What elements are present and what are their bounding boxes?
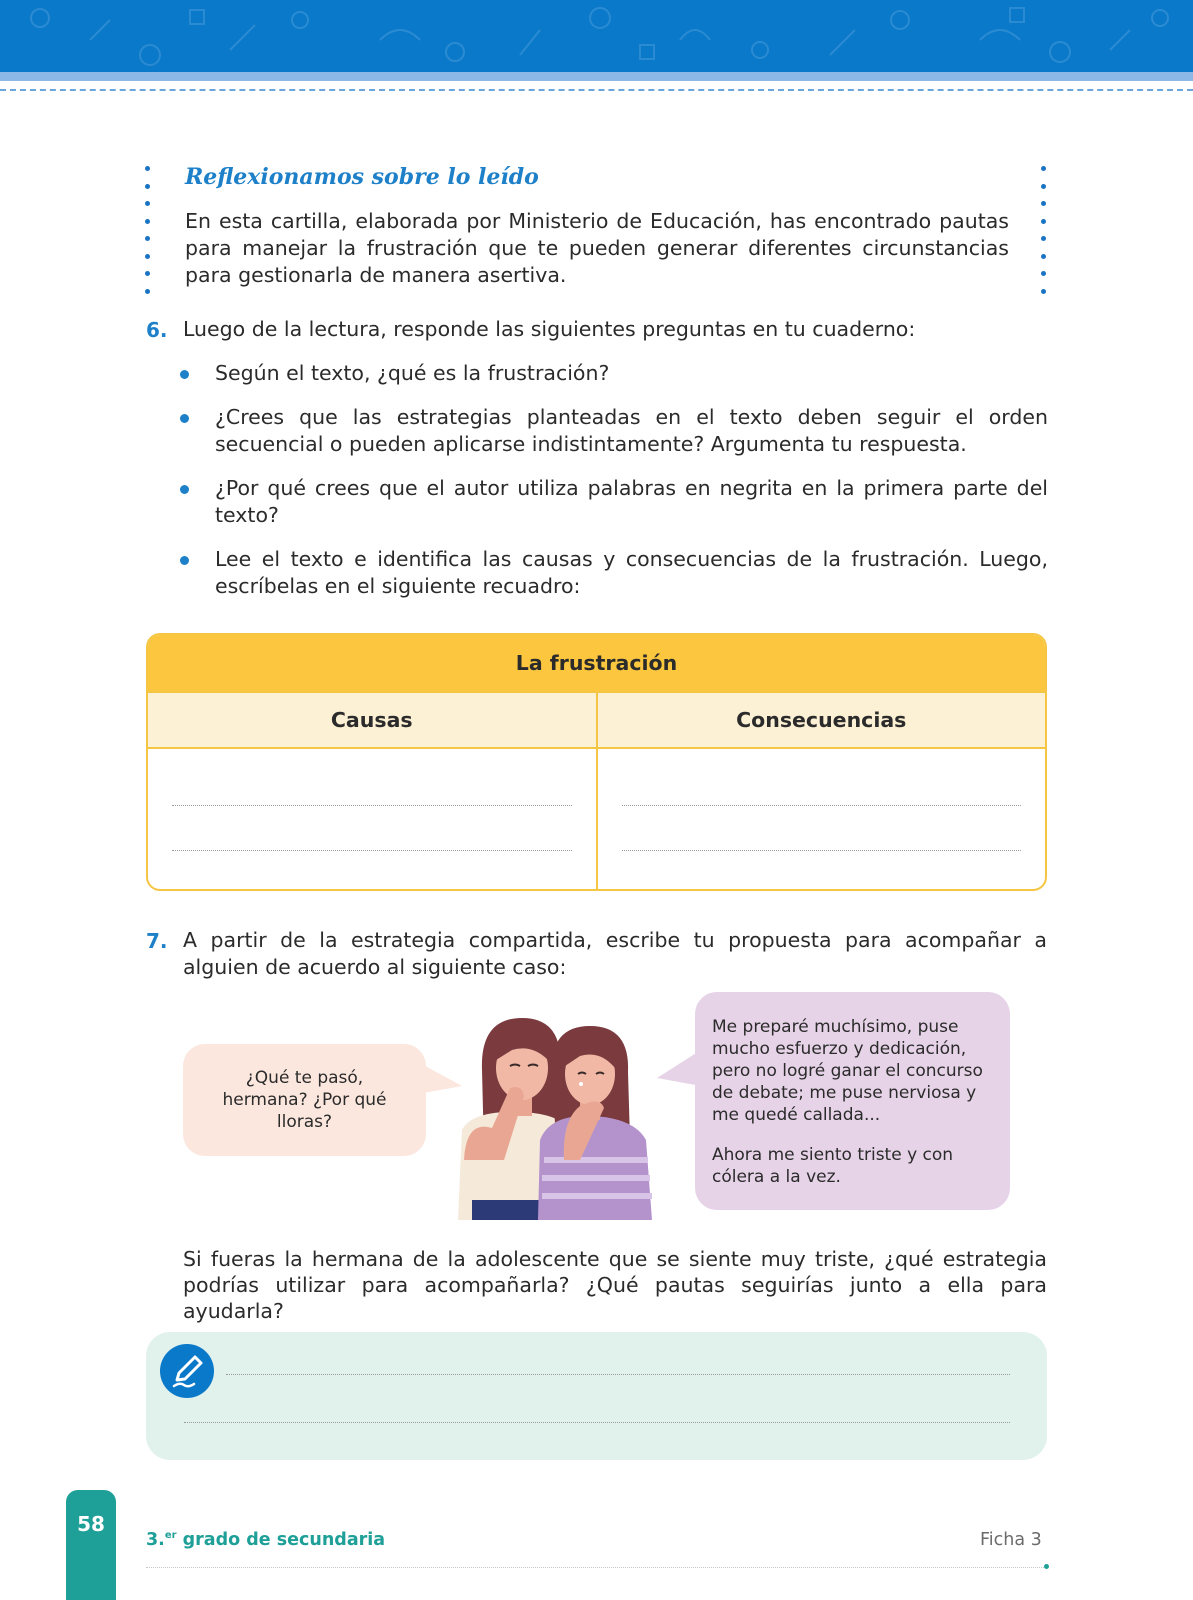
page-number-tab [66,1490,116,1600]
header-strip [0,72,1193,81]
header-dashed-divider [0,89,1193,91]
pencil-icon [160,1344,214,1398]
bubble-paragraph-1: Me preparé muchísimo, puse mucho esfuerzo y dedicación, pero no logré ganar el concurso de debate; me puse nerviosa y me quedé callada... [712,1017,983,1125]
bullet-icon [180,556,189,565]
sisters-illustration [452,1010,672,1220]
doodle-pattern [0,0,1193,72]
footer-grade: 3.$^{er}$ grado de secundaria [146,1530,386,1550]
dotted-border-left [145,166,151,294]
answer-line [184,1422,1010,1423]
answer-line [622,850,1022,851]
consequences-answer-area[interactable] [598,749,1046,891]
list-item: ¿Por qué crees que el autor utiliza palabras en negrita en la primera parte del texto? [178,475,1048,529]
question-7-text: A partir de la estrategia compartida, escribe tu propuesta para acompañar a alguien de acuerdo al siguiente caso: [183,928,1047,979]
table-title: La frustración [148,635,1045,691]
page-number: 58 [77,1512,105,1536]
dotted-border-right [1041,166,1047,294]
column-header-consequences: Consecuencias [736,708,907,732]
causes-answer-area[interactable] [148,749,598,891]
footer-divider [146,1567,1044,1568]
answer-line [226,1374,1010,1375]
answer-line [172,805,572,806]
footer-ficha: Ficha 3 [980,1530,1042,1550]
question-7-number: 7. [146,929,168,953]
list-item: ¿Crees que las estrategias planteadas en el texto deben seguir el orden secuencial o pueden aplicarse indistintamente? Argumenta tu respuesta. [178,404,1048,458]
case-question: Si fueras la hermana de la adolescente que se siente muy triste, ¿qué estrategia podrías utilizar para acompañarla? ¿Qué pautas seguirías junto a ella para ayudarla? [183,1247,1047,1323]
speech-bubble-answer [695,992,1010,1210]
column-header-causes: Causas [148,693,598,747]
reflection-text: En esta cartilla, elaborada por Ministerio de Educación, has encontrado pautas para manejar la frustración que te pueden generar diferentes circunstancias para gestionarla de manera asertiva. [185,209,1009,287]
reflection-box [145,162,1047,296]
answer-box[interactable] [146,1332,1047,1460]
table-header-row [148,691,1045,749]
answer-line [622,805,1022,806]
list-item: Lee el texto e identifica las causas y consecuencias de la frustración. Luego, escríbelas en el siguiente recuadro: [178,546,1048,600]
question-6-bullet-list [178,360,1048,617]
header-banner [0,0,1193,72]
question-6-text: Luego de la lectura, responde las siguientes preguntas en tu cuaderno: [183,317,916,341]
bubble-paragraph-2: Ahora me siento triste y con cólera a la vez. [712,1145,954,1187]
question-6-number: 6. [146,318,168,342]
bullet-icon [180,485,189,494]
speech-bubble-question: ¿Qué te pasó, hermana? ¿Por qué lloras? [183,1044,426,1156]
answer-line [172,850,572,851]
bullet-icon [180,414,189,423]
table-body [148,749,1045,891]
frustration-table [146,633,1047,891]
bullet-icon [180,370,189,379]
list-item: Según el texto, ¿qué es la frustración? [178,360,1048,387]
footer-dot [1044,1564,1049,1569]
reflection-title: Reflexionamos sobre lo leído [185,164,539,190]
